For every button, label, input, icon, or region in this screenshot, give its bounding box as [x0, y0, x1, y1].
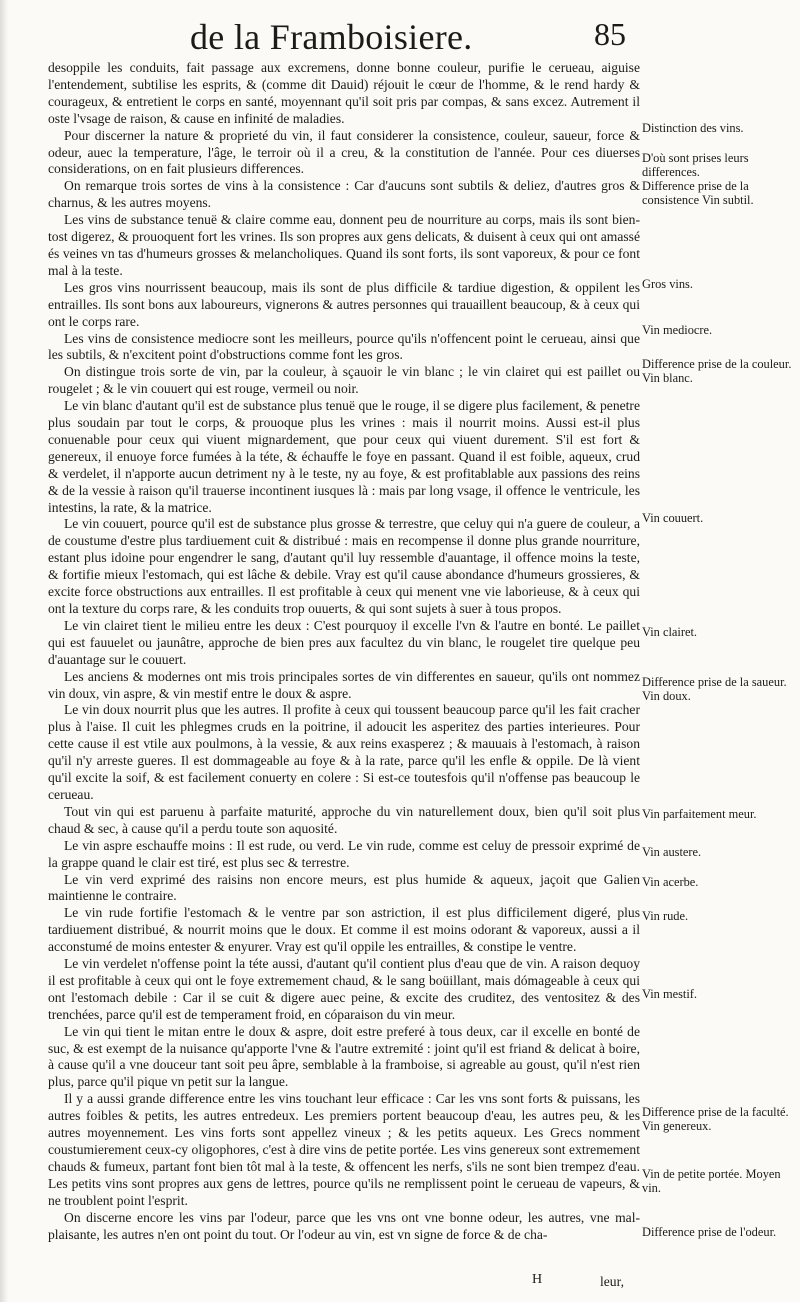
margin-note: Vin mestif. — [642, 987, 698, 1001]
margin-note: Difference prise de la couleur. Vin blanc. — [642, 357, 792, 385]
paragraph: On distingue trois sorte de vin, par la couleur, à sçauoir le vin blanc ; le vin clairet qui est paillet ou rougelet ; & le vin couuert qui est rouge, vermeil ou noir. — [48, 364, 640, 397]
margin-note: Gros vins. — [642, 277, 693, 291]
paragraph: Le vin couuert, pource qu'il est de substance plus grosse & terrestre, que celuy qui n'a guere de couleur, a de coustume d'estre plus tardiuement cuit & distribué : mais en recompense il donne plus grande nourriture, estant plus idoine pour engendrer le sang, d'autant qu'il luy ressemble d'auantage, il offence moins la teste, & fortifie mieux l'estomach, qui est lâche & debile. Vray est qu'il cause abondance d'humeurs grossieres, & excite force obstructions aux entrailles. Il est profitable à ceux qui menent vne vie laborieuse, & à ceux qui ont la texture du corps rare, & les conduits trop ouuerts, & qui sont sujets à suer à tous propos. — [48, 516, 640, 616]
page-edge-shadow — [0, 0, 8, 1302]
catchword: leur, — [600, 1274, 624, 1289]
margin-note: Vin parfaitement meur. — [642, 807, 757, 821]
margin-note: Vin couuert. — [642, 511, 704, 525]
page-number: 85 — [594, 16, 626, 52]
margin-note: Vin austere. — [642, 845, 702, 859]
paragraph: Il y a aussi grande difference entre les vins touchant leur efficace : Car les vns sont forts & puissans, les autres foibles & petits, les autres entredeux. Les premiers portent beaucoup d'eau, les autres peu, & les autres moyennement. Les vins forts sont appellez vineux ; & les petits aqueux. Les Grecs nomment coustumierement ceux-cy oligophores, c'est à dire vins de petite portée. Les vins genereux sont extremement chauds & fumeux, partant font bien tôt mal à la teste, & offencent les nerfs, s'ils ne sont bien trempez d'eau. Les petits vins sont propres aux gens de lettres, pource qu'ils ne remplissent point le cerueau de vapeurs, & ne troublent point l'esprit. — [48, 1091, 640, 1208]
paragraph: Le vin qui tient le mitan entre le doux & aspre, doit estre preferé à tous deux, car il excelle en bonté de suc, & est exempt de la nuisance qu'apporte l'vne & l'autre extremité : joint qu'il est friand & delicat à boire, à cause qu'il a vne douceur tant soit peu âpre, semblable à la framboise, si agreable au goust, qu'il n'est rien plus, parce qu'il pique vn petit sur la langue. — [48, 1023, 640, 1090]
paragraph: Le vin blanc d'autant qu'il est de substance plus tenuë que le rouge, il se digere plus facilement, & penetre plus soudain par tout le corps, & prouoque plus les vrines : mais il nourrit moins. Aussi est-il plus conuenable pour ceux qui viuent mignardement, que pour ceux qui viuent durement. S'il est fort & genereux, il enuoye force fumées à la téte, & échauffe le foye en passant. Quand il est foible, aqueux, crud & verdelet, il n'apporte aucun detriment ny à le teste, ny au foye, & est profitablable aux passions des reins & de la vessie à raison qu'il trauerse incontinent iusques là : mais par long vsage, il offence le ventricule, les intestins, la rate, & la matrice. — [48, 398, 640, 515]
paragraph: On discerne encore les vins par l'odeur, parce que les vns ont vne bonne odeur, les autres, vne mal-plaisante, les autres n'en ont point du tout. Or l'odeur au vin, est vn signe de force & de cha- — [48, 1209, 640, 1242]
margin-note: Difference prise de l'odeur. — [642, 1225, 777, 1239]
paragraph: Pour discerner la nature & proprieté du vin, il faut considerer la consistence, couleur, saueur, force & odeur, auec la temperature, l'âge, le terroir où il a creu, & la constitution de l'année. Pour ces diuerses considerations, on en fait plusieurs differences. — [48, 127, 640, 177]
page-footer — [0, 1272, 800, 1296]
paragraph: Tout vin qui est paruenu à parfaite maturité, approche du vin naturellement doux, bien qu'il soit plus chaud & sec, à cause qu'il a perdu toute son aquosité. — [48, 803, 640, 836]
margin-notes-column — [640, 60, 800, 1300]
margin-note: Vin de petite portée. Moyen vin. — [642, 1167, 781, 1195]
paragraph: Le vin verdelet n'offense point la téte aussi, d'autant qu'il contient plus d'eau que de vin. A raison dequoy il est profitable à ceux qui ont le foye extremement chaud, & le sang boüillant, mais dómageable à ceux qui ont l'estomach debile : Car il se cuit & digere auec peine, & excite des cruditez, des ventositez & des trenchées, parce qu'il est de temperament froid, en cóparaison du vin meur. — [48, 956, 640, 1022]
paragraph: Le vin verd exprimé des raisins non encore meurs, est plus humide & aqueux, jaçoit que Galien maintienne le contraire. — [48, 871, 640, 904]
margin-note: D'où sont prises leurs differences. — [642, 151, 749, 179]
margin-note: Difference prise de la consistence Vin subtil. — [642, 179, 754, 207]
signature-mark: H — [532, 1272, 543, 1287]
paragraph: Le vin doux nourrit plus que les autres. Il profite à ceux qui toussent beaucoup parce qu'il les fait cracher plus à l'aise. Il cuit les phlegmes cruds en la poitrine, il adoucit les asperitez des parties interieures. Pour cette cause il est vtile aux poulmons, à la vessie, & aux reins exasperez ; & mauuais à l'estomach, à raison qu'il n'y arreste gueres. Il est dommageable au foye & à la rate, parce qu'il les enfle & oppile. De là vient qu'il excite la soif, & est facilement conuerty en colere : Si est-ce toutesfois qu'il n'offense pas beaucoup le cerueau. — [48, 702, 640, 802]
margin-note: Difference prise de la faculté. Vin genereux. — [642, 1105, 789, 1133]
paragraph: On remarque trois sortes de vins à la consistence : Car d'aucuns sont subtils & deliez, d'autres gros & charnus, & les autres moyens. — [48, 178, 640, 211]
page-header — [0, 10, 800, 60]
paragraph: Les gros vins nourrissent beaucoup, mais ils sont de plus difficile & tardiue digestion, & oppilent les entrailles. Ils sont bons aux laboureurs, vignerons & autres personnes qui trauaillent beaucoup, & à ceux qui ont le corps rare. — [48, 279, 640, 329]
margin-note: Vin mediocre. — [642, 323, 713, 337]
margin-note: Difference prise de la saueur. Vin doux. — [642, 675, 787, 703]
paragraph: Les vins de substance tenuë & claire comme eau, donnent peu de nourriture au corps, mais ils sont bien-tost digerez, & prouoquent fort les vrines. Ils son propres aux gens delicats, & duisent à ceux qui ont amassé és veines vn tas d'humeurs grosses & melancholiques. Quand ils sont forts, ils sont vaporeux, & pour ce font mal à la teste. — [48, 212, 640, 278]
paragraph: Le vin clairet tient le milieu entre les deux : C'est pourquoy il excelle l'vn & l'autre en bonté. Le paillet qui est fauuelet ou jaunâtre, approche de bien pres aux facultez du vin blanc, le rougelet tire quelque peu d'auantage sur le couuert. — [48, 617, 640, 667]
margin-note: Distinction des vins. — [642, 121, 744, 135]
paragraph: desoppile les conduits, fait passage aux excremens, donne bonne couleur, purifie le cerueau, aiguise l'entendement, subtilise les esprits, & (comme dit Dauid) réjouit le cœur de l'homme, & le rend hardy & courageux, & entretient le corps en santé, moyennant qu'il soit pris par compas, & sans excez. Autrement il oste l'vsage de raison, & cause en infinité de maladies. — [48, 60, 640, 126]
margin-note: Vin acerbe. — [642, 875, 699, 889]
running-title: de la Framboisiere. — [190, 17, 473, 57]
margin-note: Vin clairet. — [642, 625, 697, 639]
margin-note: Vin rude. — [642, 909, 689, 923]
paragraph: Le vin rude fortifie l'estomach & le ventre par son astriction, il est plus difficilement digeré, plus tardiuement distribué, & nourrit moins que le doux. Et comme il est moins odorant & vaporeux, aussi a il acconstumé de moins entester & enyurer. Vray est qu'il oppile les entrailles, & constipe le ventre. — [48, 905, 640, 955]
paragraph: Les vins de consistence mediocre sont les meilleurs, pource qu'ils n'offencent point le cerueau, ainsi que les subtils, & n'excitent point d'obstructions comme font les gros. — [48, 330, 640, 363]
paragraph: Les anciens & modernes ont mis trois principales sortes de vin differentes en saueur, qu'ils ont nommez vin doux, vin aspre, & vin mestif entre le doux & aspre. — [48, 668, 640, 701]
main-text-column — [48, 60, 640, 1243]
paragraph: Le vin aspre eschauffe moins : Il est rude, ou verd. Le vin rude, comme est celuy de pressoir exprimé de la grappe quand le clair est tiré, est plus sec & terrestre. — [48, 837, 640, 870]
